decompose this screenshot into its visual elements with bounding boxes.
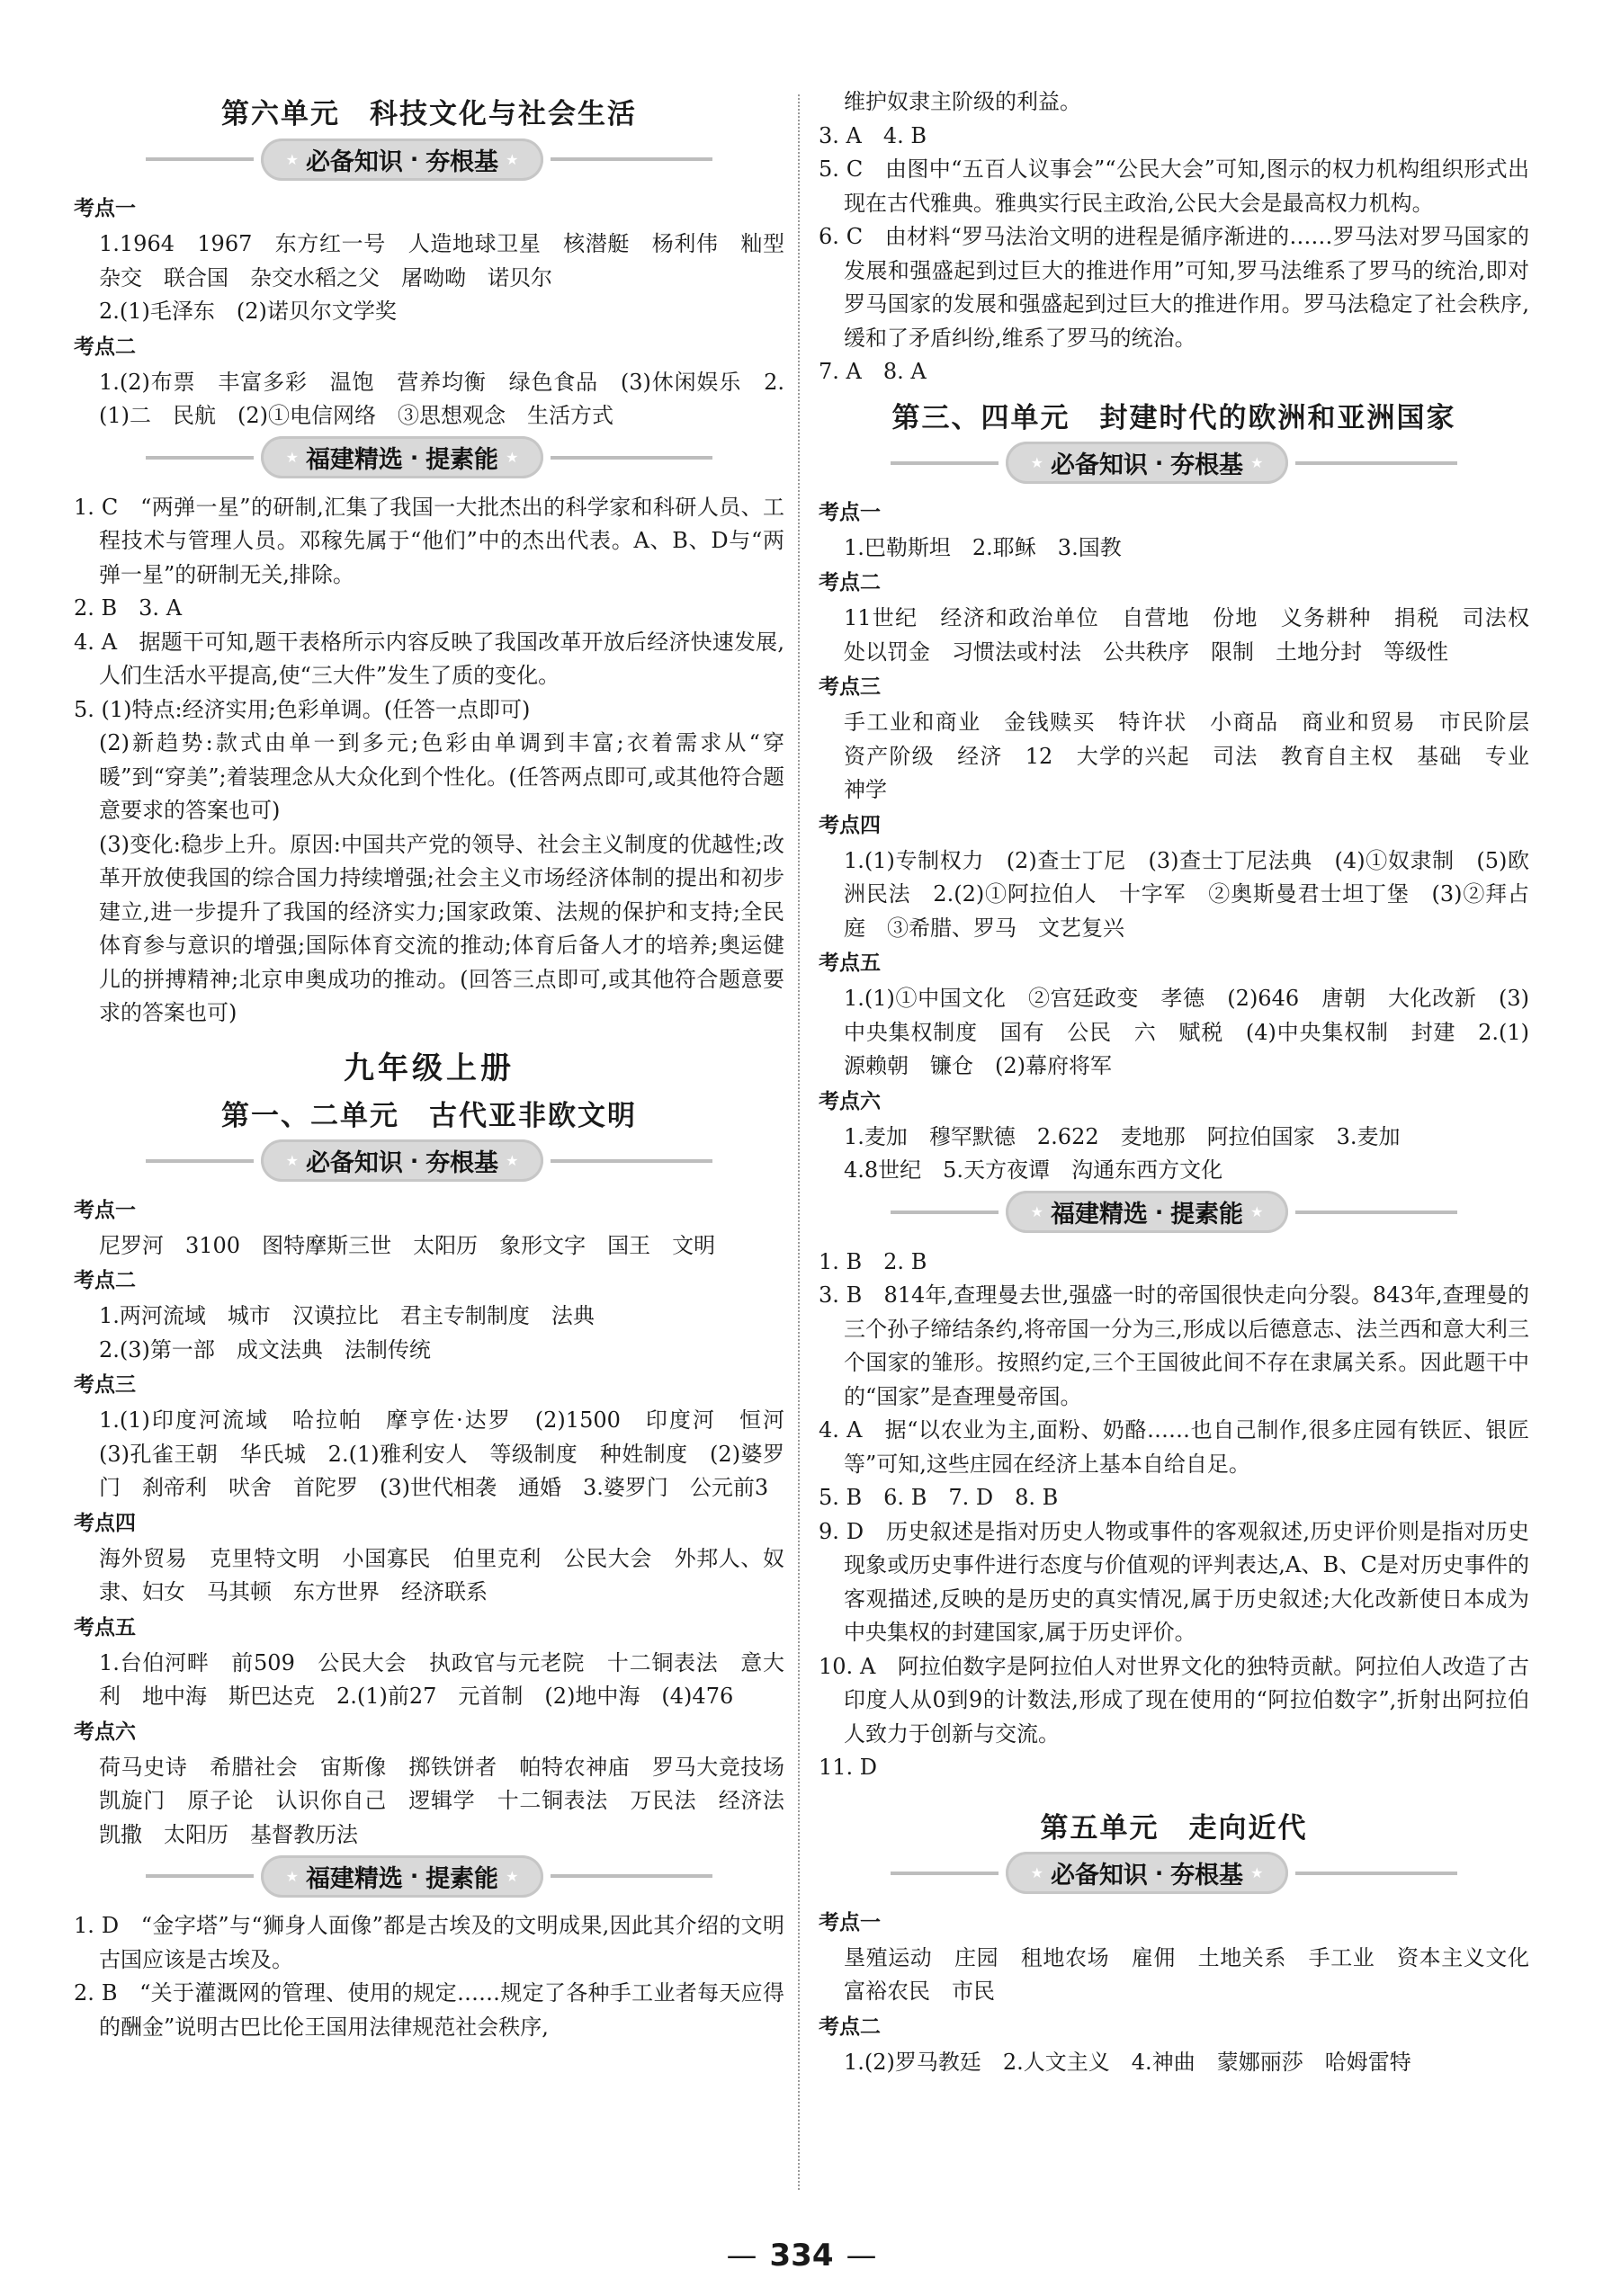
- kaodian-heading: 考点五: [74, 1615, 136, 1639]
- kaodian-text: 手工业和商业 金钱赎买 特许状 小商品 商业和贸易 市民阶层 资产阶级 经济 12 大学的兴起 司法 教育自主权 基础 专业 神学: [844, 710, 1551, 802]
- kaodian-text: 荷马史诗 希腊社会 宙斯像 掷铁饼者 帕特农神庙 罗马大竞技场 凯旋门 原子论 认识你自己 逻辑学 十二铜表法 万民法 经济法 凯撒 太阳历 基督教历法: [99, 1754, 806, 1847]
- unit-title: 第三、四单元 封建时代的欧洲和亚洲国家: [891, 401, 1456, 434]
- kaodian-text: 4.8世纪 5.天方夜谭 沟通东西方文化: [844, 1157, 1223, 1183]
- kaodian-heading: 考点一: [819, 500, 881, 524]
- answer-item: 5. B 6. B 7. D 8. B: [819, 1485, 1059, 1510]
- star-icon: ★: [1250, 1203, 1264, 1220]
- star-icon: ★: [285, 1152, 299, 1169]
- kaodian-heading: 考点二: [74, 1269, 136, 1292]
- star-icon: ★: [506, 150, 519, 168]
- answer-item: 9. D 历史叙述是指对历史人物或事件的客观叙述,历史评价则是指对历史现象或历史事件进行态度与价值观的评判表达,A、B、C是对历史事件的客观描述,反映的是历史的真实情况,属于历史叙述;大化改新使日本成为中央集权的封建国家,属于历史评价。: [819, 1518, 1529, 1645]
- answer-item: 3. B 814年,查理曼去世,强盛一时的帝国很快走向分裂。843年,查理曼的三个孙子缔结条约,将帝国一分为三,形成以后德意志、法兰西和意大利三个国家的雏形。按照约定,三个王国彼此间不存在隶属关系。因此题干中的“国家”是查理曼帝国。: [819, 1282, 1529, 1409]
- section-banner: ★ 必备知识 · 夯根基 ★: [74, 1140, 784, 1182]
- answer-item: 5. C 由图中“五百人议事会”“公民大会”可知,图示的权力机构组织形式出现在古代雅典。雅典实行民主政治,公民大会是最高权力机构。: [819, 156, 1529, 216]
- kaodian-text: 1.(1)专制权力 (2)查士丁尼 (3)查士丁尼法典 (4)①奴隶制 (5)欧洲民法 2.(2)①阿拉伯人 十字军 ②奥斯曼君士坦丁堡 (3)②拜占庭 ③希腊、罗马 文艺复兴: [844, 847, 1529, 941]
- kaodian-text: 海外贸易 克里特文明 小国寡民 伯里克利 公民大会 外邦人、奴隶、妇女 马其顿 东方世界 经济联系: [99, 1545, 784, 1604]
- star-icon: ★: [1030, 454, 1043, 471]
- answer-item: 4. A 据“以农业为主,面粉、奶酪……也自己制作,很多庄园有铁匠、银匠等”可知,这些庄园在经济上基本自给自足。: [819, 1417, 1529, 1477]
- kaodian-text: 1.1964 1967 东方红一号 人造地球卫星 核潜艇 杨利伟 籼型杂交 联合国 杂交水稻之父 屠呦呦 诺贝尔: [99, 231, 784, 290]
- left-column: [74, 85, 806, 2044]
- answer-item: 5. (1)特点:经济实用;色彩单调。(任答一点即可): [74, 696, 531, 722]
- star-icon: ★: [506, 1867, 519, 1885]
- right-column: [819, 85, 1551, 2079]
- grade-title: 九年级上册: [344, 1050, 515, 1086]
- kaodian-text: 1.(1)①中国文化 ②宫廷政变 孝德 (2)646 唐朝 大化改新 (3)中央集权制度 国有 公民 六 赋税 (4)中央集权制 封建 2.(1)源赖朝 镰仓 (2)幕府将军: [844, 986, 1529, 1078]
- kaodian-heading: 考点二: [74, 335, 136, 359]
- star-icon: ★: [1250, 454, 1264, 471]
- kaodian-heading: 考点三: [819, 675, 881, 699]
- answer-item: 10. A 阿拉伯数字是阿拉伯人对世界文化的独特贡献。阿拉伯人改造了古印度人从0到9的计数法,形成了现在使用的“阿拉伯数字”,折射出阿拉伯人致力于创新与交流。: [819, 1653, 1529, 1747]
- kaodian-text: 2.(1)毛泽东 (2)诺贝尔文学奖: [99, 299, 397, 324]
- section-banner: ★ 必备知识 · 夯根基 ★: [819, 442, 1529, 484]
- kaodian-text: 1.(2)罗马教廷 2.人文主义 4.神曲 蒙娜丽莎 哈姆雷特: [844, 2049, 1411, 2075]
- answer-continuation: 维护奴隶主阶级的利益。: [844, 89, 1081, 114]
- section-banner: ★ 福建精选 · 提素能 ★: [74, 437, 784, 478]
- column-divider: [798, 94, 800, 2190]
- unit-title: 第一、二单元 古代亚非欧文明: [221, 1099, 637, 1132]
- answer-item: 6. C 由材料“罗马法治文明的进程是循序渐进的……罗马法对罗马国家的发展和强盛起到过巨大的推进作用”可知,罗马法维系了罗马的统治,即对罗马国家的发展和强盛起到过巨大的推进作用。罗马法稳定了社会秩序,缓和了矛盾纠纷,维系了罗马的统治。: [819, 224, 1529, 351]
- kaodian-text: 1.两河流域 城市 汉谟拉比 君主专制制度 法典: [99, 1303, 595, 1328]
- kaodian-heading: 考点四: [74, 1511, 136, 1535]
- kaodian-heading: 考点一: [74, 197, 136, 220]
- kaodian-heading: 考点四: [819, 813, 881, 837]
- kaodian-text: 1.台伯河畔 前509 公民大会 执政官与元老院 十二铜表法 意大利 地中海 斯巴达克 2.(1)前27 元首制 (2)地中海 (4)476: [99, 1649, 784, 1709]
- star-icon: ★: [1030, 1203, 1043, 1220]
- kaodian-heading: 考点一: [819, 1910, 881, 1934]
- answer-item: 2. B “关于灌溉网的管理、使用的规定……规定了各种手工业者每天应得的酬金”说明古巴比伦王国用法律规范社会秩序,: [74, 1980, 784, 2040]
- answer-item: 3. A 4. B: [819, 122, 927, 148]
- kaodian-text: 1.麦加 穆罕默德 2.622 麦地那 阿拉伯国家 3.麦加: [844, 1123, 1401, 1149]
- answer-item: 1. C “两弹一星”的研制,汇集了我国一大批杰出的科学家和科研人员、工程技术与管理人员。邓稼先属于“他们”中的杰出代表。A、B、D与“两弹一星”的研制无关,排除。: [74, 494, 784, 587]
- kaodian-text: 1.巴勒斯坦 2.耶稣 3.国教: [844, 534, 1122, 560]
- star-icon: ★: [285, 150, 299, 168]
- kaodian-heading: 考点二: [819, 2015, 881, 2039]
- answer-item: 1. D “金字塔”与“狮身人面像”都是古埃及的文明成果,因此其介绍的文明古国应该是古埃及。: [74, 1913, 784, 1972]
- kaodian-text: 2.(3)第一部 成文法典 法制传统: [99, 1336, 431, 1362]
- kaodian-heading: 考点六: [74, 1720, 136, 1744]
- section-banner: ★ 福建精选 · 提素能 ★: [819, 1192, 1529, 1233]
- kaodian-text: 尼罗河 3100 图特摩斯三世 太阳历 象形文字 国王 文明: [99, 1232, 716, 1258]
- page-number: — 334 —: [726, 2238, 877, 2274]
- kaodian-heading: 考点六: [819, 1089, 881, 1113]
- kaodian-heading: 考点一: [74, 1198, 136, 1222]
- section-banner: ★ 福建精选 · 提素能 ★: [74, 1855, 784, 1897]
- kaodian-heading: 考点二: [819, 571, 881, 594]
- kaodian-text: 11世纪 经济和政治单位 自营地 份地 义务耕种 捐税 司法权 处以罚金 习惯法或村法 公共秩序 限制 土地分封 等级性: [844, 605, 1551, 665]
- answer-item: 2. B 3. A: [74, 595, 183, 621]
- kaodian-heading: 考点三: [74, 1373, 136, 1397]
- kaodian-heading: 考点五: [819, 951, 881, 975]
- star-icon: ★: [1030, 1864, 1043, 1881]
- star-icon: ★: [285, 449, 299, 466]
- answer-item: 4. A 据题干可知,题干表格所示内容反映了我国改革开放后经济快速发展,人们生活水平提高,使“三大件”发生了质的变化。: [74, 629, 784, 688]
- star-icon: ★: [506, 449, 519, 466]
- unit-title: 第五单元 走向近代: [1040, 1811, 1308, 1845]
- kaodian-text: 1.(2)布票 丰富多彩 温饱 营养均衡 绿色食品 (3)休闲娱乐 2.(1)二 民航 (2)①电信网络 ③思想观念 生活方式: [99, 369, 784, 428]
- star-icon: ★: [285, 1867, 299, 1885]
- star-icon: ★: [1250, 1864, 1264, 1881]
- star-icon: ★: [506, 1152, 519, 1169]
- answer-subitem: (3)变化:稳步上升。原因:中国共产党的领导、社会主义制度的优越性;改革开放使我国的综合国力持续增强;社会主义市场经济体制的提出和初步建立,进一步提升了我国的经济实力;国家政策、法规的保护和支持;全民体育参与意识的增强;国际体育交流的推动;体育后备人才的培养;奥运健儿的拼搏精神;北京申奥成功的推动。(回答三点即可,或其他符合题意要求的答案也可): [99, 831, 784, 1025]
- answer-item: 7. A 8. A: [819, 359, 927, 384]
- kaodian-text: 1.(1)印度河流域 哈拉帕 摩亨佐·达罗 (2)1500 印度河 恒河 (3)孔雀王朝 华氏城 2.(1)雅利安人 等级制度 种姓制度 (2)婆罗门 刹帝利 吠舍 首陀罗 (3)世代相袭 通婚 3.婆罗门 公元前3: [99, 1407, 806, 1500]
- section-banner: ★ 必备知识 · 夯根基 ★: [819, 1853, 1529, 1894]
- answer-item: 11. D: [819, 1755, 878, 1780]
- answer-item: 1. B 2. B: [819, 1248, 927, 1274]
- section-banner: ★ 必备知识 · 夯根基 ★: [74, 138, 784, 180]
- kaodian-text: 垦殖运动 庄园 租地农场 雇佣 土地关系 手工业 资本主义文化 富裕农民 市民: [844, 1944, 1551, 2004]
- answer-subitem: (2)新趋势:款式由单一到多元;色彩由单调到丰富;衣着需求从“穿暖”到“穿美”;着装理念从大众化到个性化。(任答两点即可,或其他符合题意要求的答案也可): [99, 730, 784, 823]
- unit-title: 第六单元 科技文化与社会生活: [221, 98, 637, 130]
